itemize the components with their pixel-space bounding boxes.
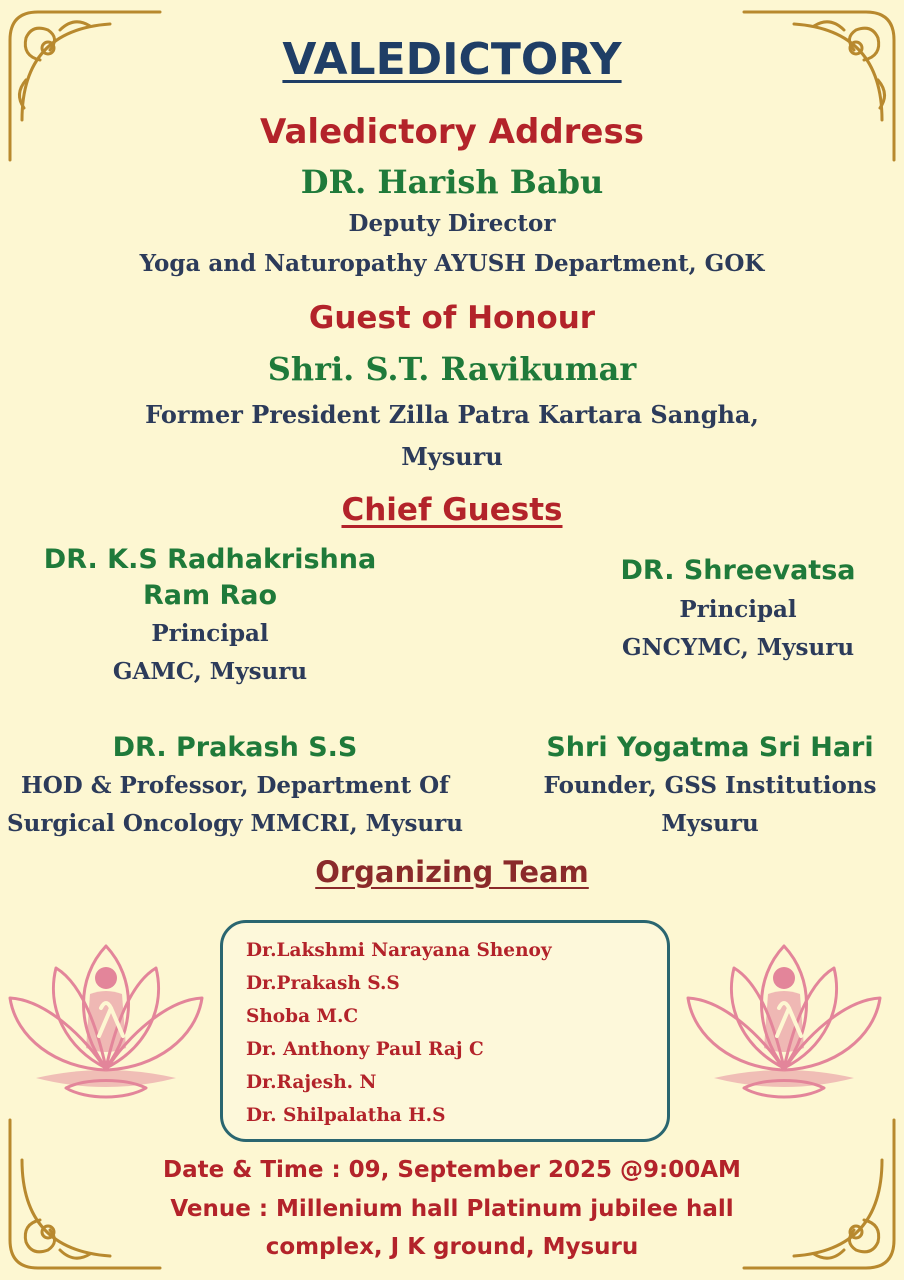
lotus-meditation-icon-right — [684, 938, 884, 1110]
chief-guest-3-line1: HOD & Professor, Department Of — [20, 772, 450, 799]
event-venue-line1: Venue : Millenium hall Platinum jubilee hall — [170, 1196, 734, 1222]
chief-guest-2-org: GNCYMC, Mysuru — [621, 634, 855, 661]
chief-guest-2-name: DR. Shreevatsa — [620, 555, 856, 586]
chief-guest-1-role: Principal — [151, 620, 269, 647]
guest-of-honour-line2: Mysuru — [401, 442, 503, 471]
chief-guest-4-line2: Mysuru — [661, 810, 759, 837]
guest-of-honour-line1: Former President Zilla Patra Kartara Sangha, — [145, 400, 759, 429]
chief-guest-3 — [4, 730, 466, 842]
chief-guest-1-name-line2: Ram Rao — [142, 580, 278, 611]
chief-guest-3-line2: Surgical Oncology MMCRI, Mysuru — [6, 810, 463, 837]
team-member: Dr. Anthony Paul Raj C — [246, 1039, 484, 1060]
team-member: Dr.Rajesh. N — [246, 1072, 377, 1093]
valedictory-role: Deputy Director — [348, 210, 556, 237]
organizing-team-heading: Organizing Team — [315, 855, 589, 889]
chief-guest-1 — [20, 542, 400, 690]
chief-guest-2-role: Principal — [679, 596, 797, 623]
organizing-team-list — [246, 934, 552, 1132]
team-member: Shoba M.C — [246, 1006, 359, 1027]
lotus-meditation-icon-left — [6, 938, 206, 1110]
chief-guest-1-name-line1: DR. K.S Radhakrishna — [43, 544, 377, 575]
valedictory-name: DR. Harish Babu — [300, 163, 604, 201]
chief-guest-1-org: GAMC, Mysuru — [112, 658, 308, 685]
chief-guest-2 — [560, 553, 904, 665]
chief-guest-4-line1: Founder, GSS Institutions — [543, 772, 877, 799]
team-member: Dr. Shilpalatha H.S — [246, 1105, 446, 1126]
chief-guest-4-name: Shri Yogatma Sri Hari — [546, 732, 874, 763]
event-venue-line2: complex, J K ground, Mysuru — [265, 1234, 639, 1260]
event-datetime: Date & Time : 09, September 2025 @9:00AM — [163, 1157, 741, 1183]
page-title: VALEDICTORY — [282, 34, 622, 85]
team-member: Dr.Lakshmi Narayana Shenoy — [246, 940, 552, 961]
chief-guest-4 — [520, 730, 900, 842]
guest-of-honour-name: Shri. S.T. Ravikumar — [267, 350, 637, 388]
team-member: Dr.Prakash S.S — [246, 973, 400, 994]
chief-guest-3-name: DR. Prakash S.S — [112, 732, 358, 763]
valedictory-dept: Yoga and Naturopathy AYUSH Department, GOK — [139, 250, 765, 277]
guest-of-honour-heading: Guest of Honour — [308, 300, 596, 336]
chief-guests-heading: Chief Guests — [341, 492, 563, 528]
valedictory-heading: Valedictory Address — [260, 112, 644, 152]
